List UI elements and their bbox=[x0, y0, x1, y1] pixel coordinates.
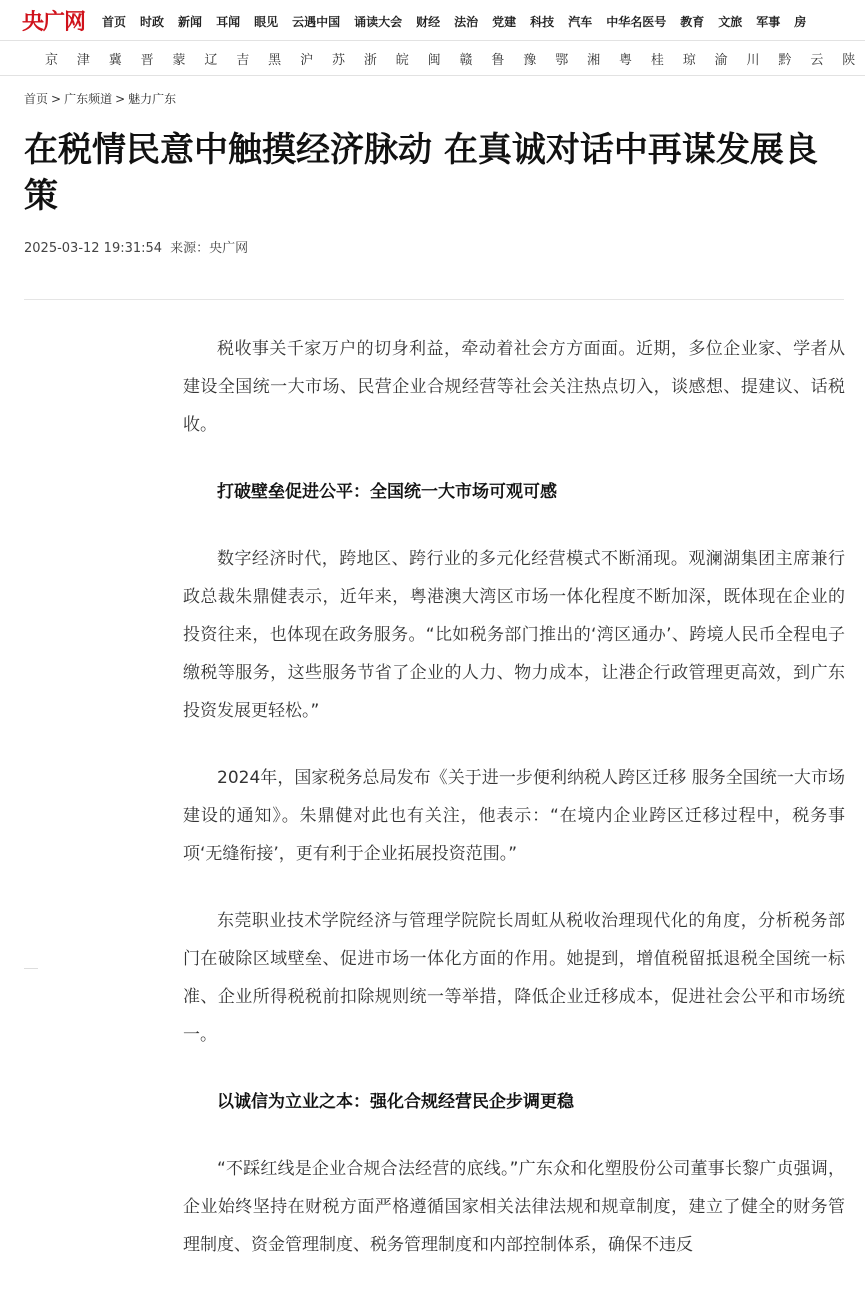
article-title: 在税情民意中触摸经济脉动 在真诚对话中再谋发展良策 bbox=[24, 130, 818, 216]
nav-item[interactable]: 教育 bbox=[680, 14, 705, 29]
side-divider bbox=[24, 968, 38, 969]
article-body bbox=[183, 330, 845, 1293]
publish-datetime: 2025-03-12 19:31:54 bbox=[24, 241, 163, 256]
region-item[interactable]: 桂 bbox=[650, 52, 664, 68]
region-item[interactable]: 蒙 bbox=[172, 52, 186, 68]
region-item[interactable]: 晋 bbox=[140, 52, 154, 68]
nav-item[interactable]: 耳闻 bbox=[216, 14, 241, 29]
region-item[interactable]: 湘 bbox=[587, 52, 601, 68]
region-navigation bbox=[0, 41, 865, 76]
nav-item[interactable]: 科技 bbox=[530, 14, 555, 29]
breadcrumb-channel[interactable]: 广东频道 bbox=[64, 92, 113, 106]
nav-item[interactable]: 财经 bbox=[416, 14, 441, 29]
breadcrumb-separator: > bbox=[51, 92, 62, 106]
region-item[interactable]: 吉 bbox=[236, 52, 250, 68]
region-item[interactable]: 陕 bbox=[842, 52, 856, 68]
nav-item[interactable]: 法治 bbox=[454, 14, 479, 29]
nav-item[interactable]: 中华名医号 bbox=[606, 14, 667, 29]
breadcrumb-section[interactable]: 魅力广东 bbox=[128, 92, 177, 106]
region-item[interactable]: 鲁 bbox=[491, 52, 505, 68]
header-divider bbox=[24, 299, 844, 300]
region-item[interactable]: 津 bbox=[76, 52, 90, 68]
nav-item[interactable]: 首页 bbox=[102, 14, 127, 29]
nav-item[interactable]: 房 bbox=[794, 14, 807, 29]
region-item[interactable]: 粤 bbox=[618, 52, 632, 68]
section-heading: 以诚信为立业之本：强化合规经营民企步调更稳 bbox=[217, 1092, 574, 1112]
region-item[interactable]: 云 bbox=[810, 52, 824, 68]
nav-item[interactable]: 诵读大会 bbox=[354, 14, 403, 29]
body-paragraph: 税收事关千家万户的切身利益，牵动着社会方方面面。近期，多位企业家、学者从建设全国统一大市场、民营企业合规经营等社会关注热点切入，谈感想、提建议、话税收。 bbox=[183, 339, 845, 435]
region-item[interactable]: 京 bbox=[44, 52, 58, 68]
body-paragraph: 东莞职业技术学院经济与管理学院院长周虹从税收治理现代化的角度，分析税务部门在破除区域壁垒、促进市场一体化方面的作用。她提到，增值税留抵退税全国统一标准、企业所得税税前扣除规则统一等举措，降低企业迁移成本，促进社会公平和市场统一。 bbox=[183, 911, 845, 1045]
region-item[interactable]: 浙 bbox=[363, 52, 377, 68]
region-item[interactable]: 琼 bbox=[682, 52, 696, 68]
breadcrumb bbox=[24, 90, 176, 107]
region-item[interactable]: 黑 bbox=[268, 52, 282, 68]
body-paragraph: 2024年，国家税务总局发布《关于进一步便利纳税人跨区迁移 服务全国统一大市场建设的通知》。朱鼎健对此也有关注，他表示：“在境内企业跨区迁移过程中，税务事项‘无缝衔接’，更有利于企业拓展投资范围。” bbox=[183, 768, 845, 864]
breadcrumb-separator: > bbox=[115, 92, 126, 106]
article-meta bbox=[24, 237, 248, 256]
region-item[interactable]: 川 bbox=[746, 52, 760, 68]
nav-item[interactable]: 文旅 bbox=[718, 14, 743, 29]
region-item[interactable]: 沪 bbox=[300, 52, 314, 68]
body-paragraph: “不踩红线是企业合规合法经营的底线。”广东众和化塑股份公司董事长黎广贞强调，企业始终坚持在财税方面严格遵循国家相关法律法规和规章制度，建立了健全的财务管理制度、资金管理制度、税务管理制度和内部控制体系，确保不违反 bbox=[183, 1159, 845, 1255]
top-navigation bbox=[0, 0, 865, 41]
region-item[interactable]: 苏 bbox=[331, 52, 345, 68]
nav-item[interactable]: 新闻 bbox=[178, 14, 203, 29]
nav-item[interactable]: 眼见 bbox=[254, 14, 279, 29]
region-item[interactable]: 渝 bbox=[714, 52, 728, 68]
region-item[interactable]: 鄂 bbox=[555, 52, 569, 68]
section-heading: 打破壁垒促进公平：全国统一大市场可观可感 bbox=[217, 482, 557, 502]
body-paragraph: 数字经济时代，跨地区、跨行业的多元化经营模式不断涌现。观澜湖集团主席兼行政总裁朱鼎健表示，近年来，粤港澳大湾区市场一体化程度不断加深，既体现在企业的投资往来，也体现在政务服务。“比如税务部门推出的‘湾区通办’、跨境人民币全程电子缴税等服务，这些服务节省了企业的人力、物力成本，让港企行政管理更高效，到广东投资发展更轻松。” bbox=[183, 549, 845, 721]
nav-item[interactable]: 汽车 bbox=[568, 14, 593, 29]
breadcrumb-home[interactable]: 首页 bbox=[24, 92, 49, 106]
region-item[interactable]: 闽 bbox=[427, 52, 441, 68]
region-item[interactable]: 辽 bbox=[204, 52, 218, 68]
nav-item[interactable]: 时政 bbox=[140, 14, 165, 29]
region-item[interactable]: 冀 bbox=[108, 52, 122, 68]
region-item[interactable]: 豫 bbox=[523, 52, 537, 68]
top-nav-items bbox=[95, 11, 813, 30]
site-logo[interactable]: 央广网 bbox=[22, 9, 86, 35]
article-source: 来源：央广网 bbox=[170, 241, 249, 256]
nav-item[interactable]: 党建 bbox=[492, 14, 517, 29]
nav-item[interactable]: 军事 bbox=[756, 14, 781, 29]
region-item[interactable]: 黔 bbox=[778, 52, 792, 68]
region-item[interactable]: 赣 bbox=[459, 52, 473, 68]
nav-item[interactable]: 云遇中国 bbox=[292, 14, 341, 29]
region-item[interactable]: 皖 bbox=[395, 52, 409, 68]
